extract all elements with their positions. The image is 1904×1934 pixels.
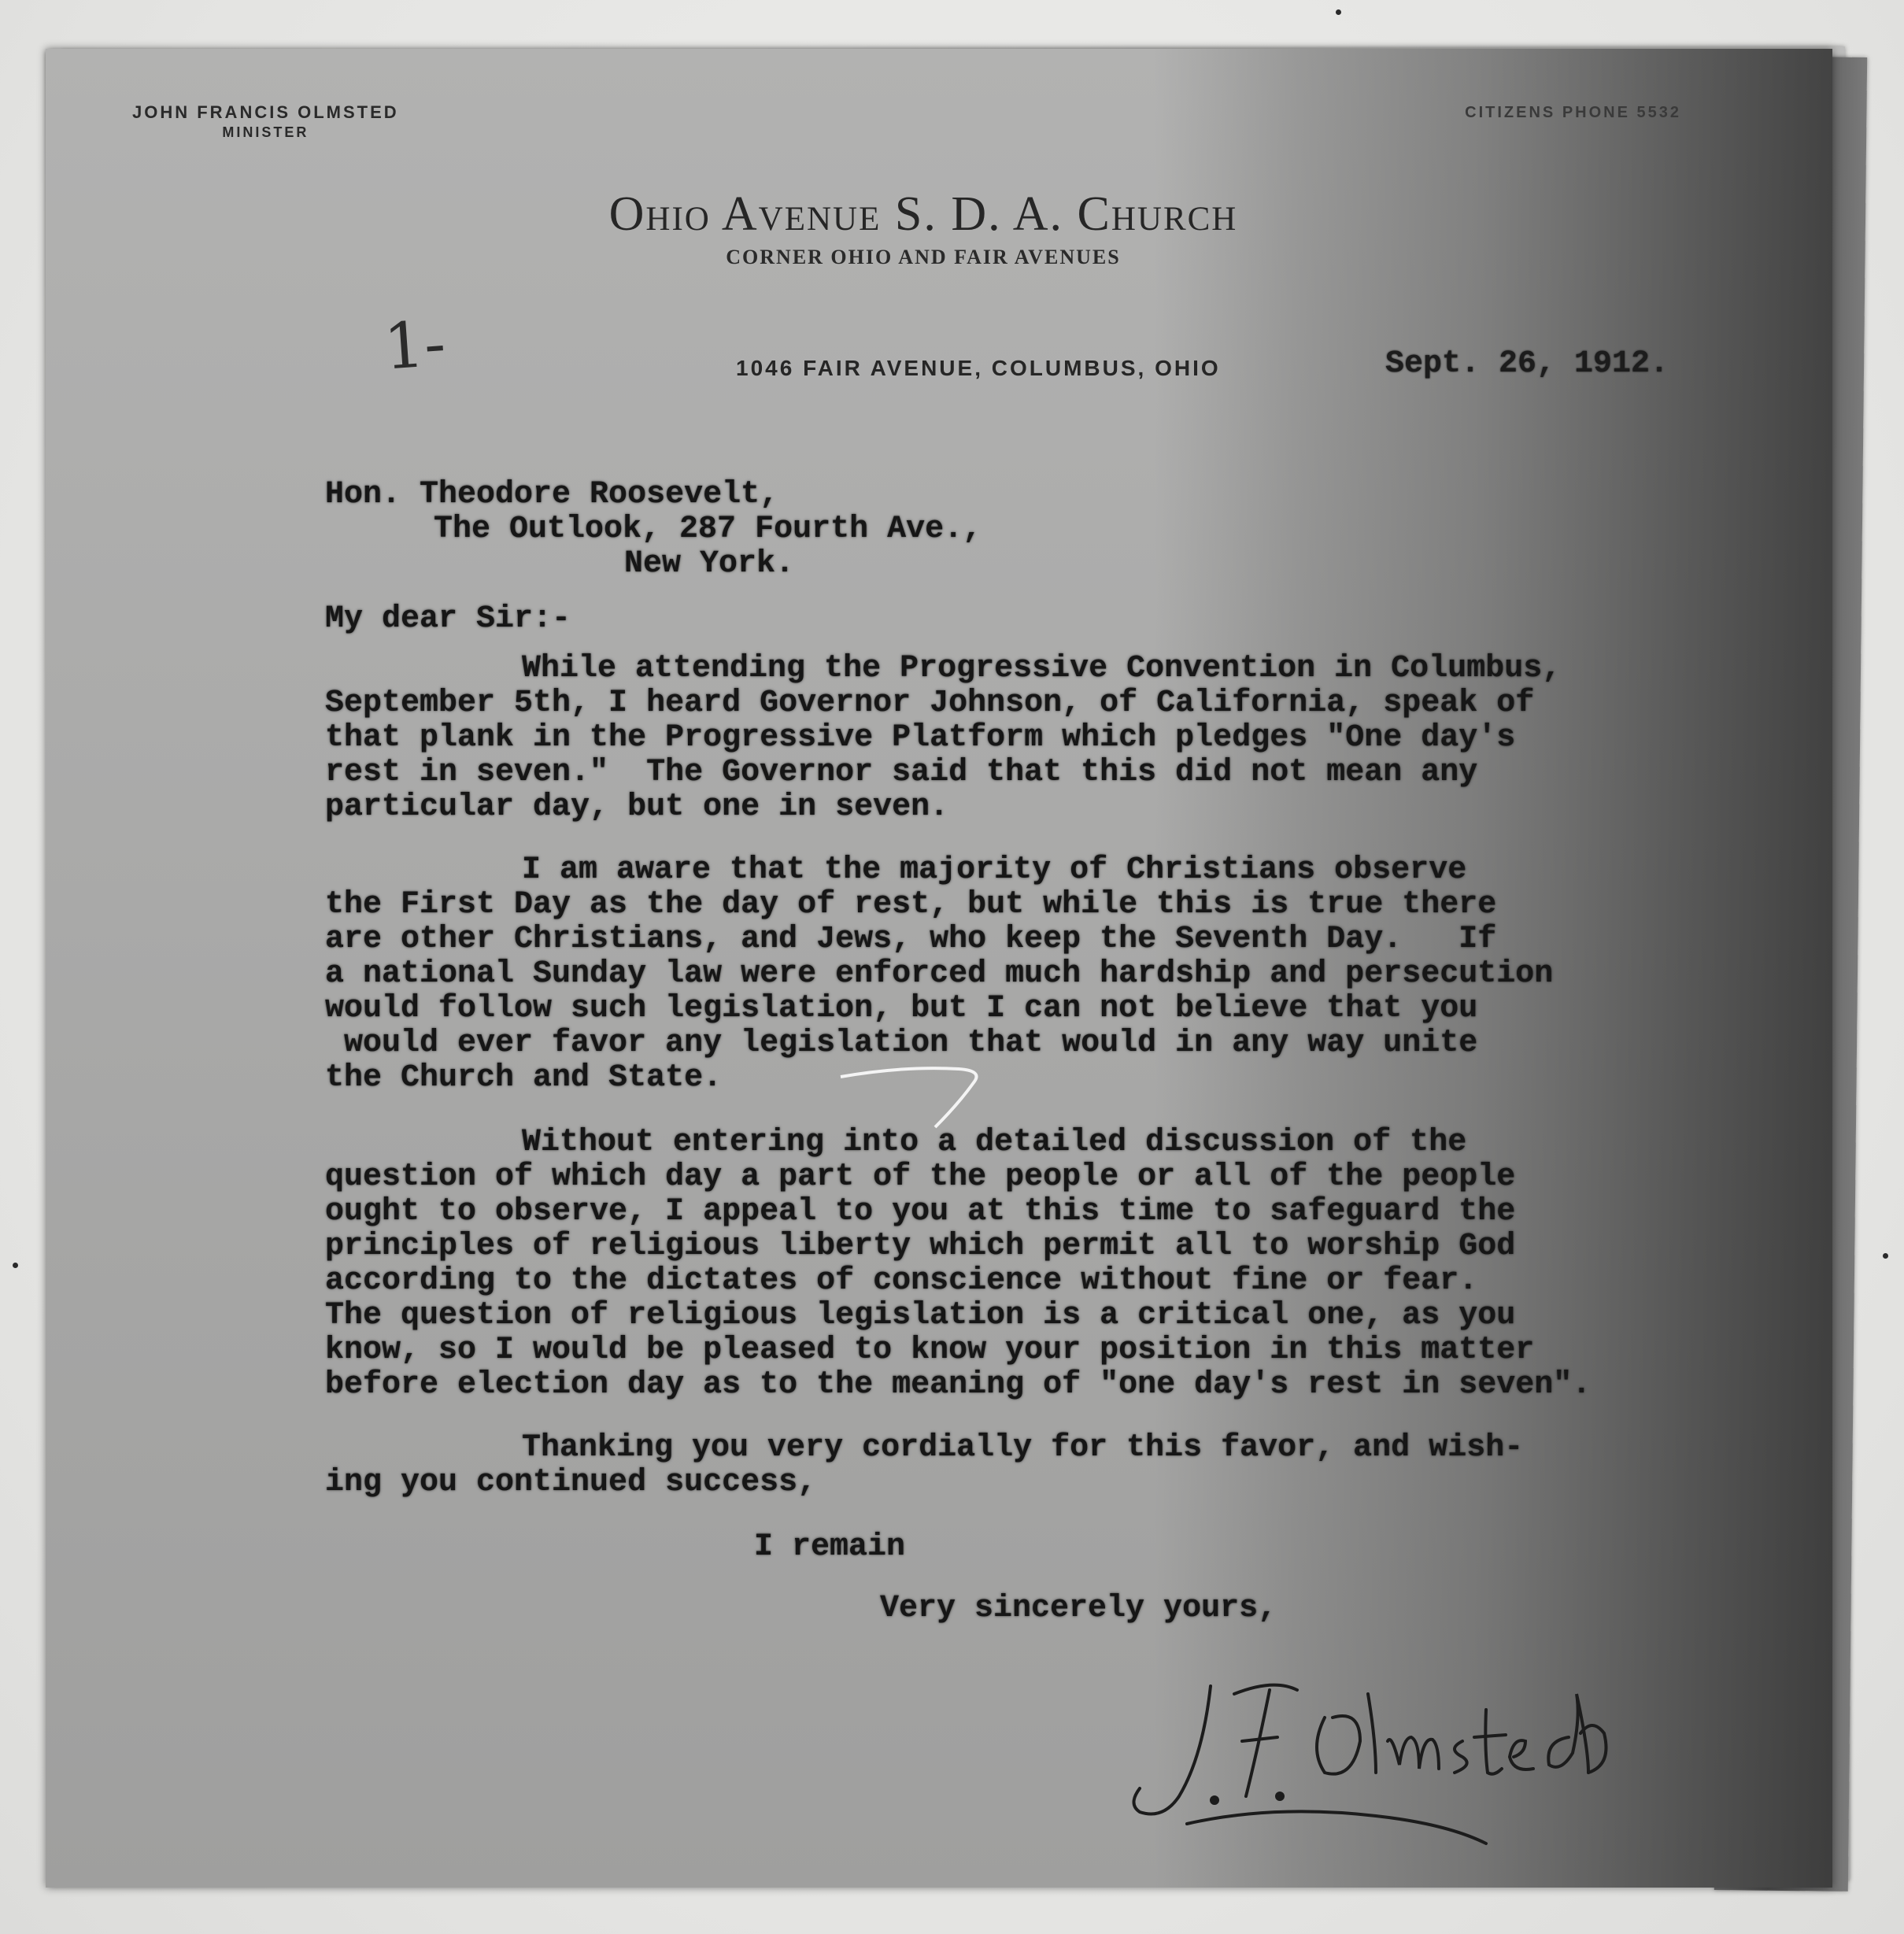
recipient-line: New York. <box>624 546 795 582</box>
body-line: ing you continued success, <box>325 1465 817 1500</box>
body-line: would follow such legislation, but I can not believe that you <box>325 991 1478 1026</box>
body-line: know, so I would be pleased to know your position in this matter <box>325 1333 1535 1368</box>
body-line: Thanking you very cordially for this favor, and wish- <box>522 1430 1524 1466</box>
speck <box>13 1263 18 1268</box>
remain-line: I remain <box>754 1529 906 1565</box>
pencil-mark: 1- <box>381 306 449 384</box>
body-line: I am aware that the majority of Christians observe <box>522 852 1467 888</box>
body-line: The question of religious legislation is a critical one, as you <box>325 1298 1516 1333</box>
church-name: Ohio Avenue S. D. A. Church <box>608 187 1238 241</box>
letterhead-minister <box>132 102 399 141</box>
body-line: question of which day a part of the people or all of the people <box>325 1159 1516 1195</box>
body-line: particular day, but one in seven. <box>325 790 949 825</box>
body-line: While attending the Progressive Convention in Columbus, <box>522 651 1562 686</box>
church-address: 1046 FAIR AVENUE, COLUMBUS, OHIO <box>736 356 1221 380</box>
body-line: are other Christians, and Jews, who keep the Seventh Day. If <box>325 922 1497 957</box>
body-line: rest in seven." The Governor said that this did not mean any <box>325 755 1478 790</box>
minister-title: MINISTER <box>222 124 309 140</box>
letter-page <box>46 49 1832 1888</box>
body-line: September 5th, I heard Governor Johnson, of California, speak of <box>325 686 1535 721</box>
minister-name: JOHN FRANCIS OLMSTED <box>132 102 399 122</box>
body-line: Without entering into a detailed discussion of the <box>522 1125 1467 1160</box>
letter-date: Sept. 26, 1912. <box>1385 346 1669 382</box>
body-line: principles of religious liberty which permit all to worship God <box>325 1229 1516 1264</box>
signature-drawing <box>1116 1662 1620 1851</box>
body-line: ought to observe, I appeal to you at this time to safeguard the <box>325 1194 1516 1230</box>
body-line: a national Sunday law were enforced much hardship and persecution <box>325 956 1554 992</box>
body-line: according to the dictates of conscience without fine or fear. <box>325 1263 1478 1299</box>
letterhead-phone: CITIZENS PHONE 5532 <box>1465 104 1681 121</box>
body-line: before election day as to the meaning of "one day's rest in seven". <box>325 1367 1592 1403</box>
salutation: My dear Sir:- <box>325 601 571 637</box>
church-corner: CORNER OHIO AND FAIR AVENUES <box>726 246 1121 268</box>
recipient-line: Hon. Theodore Roosevelt, <box>325 477 779 512</box>
body-line: the First Day as the day of rest, but while this is true there <box>325 887 1497 923</box>
signature <box>1116 1662 1620 1851</box>
recipient-line: The Outlook, 287 Fourth Ave., <box>434 512 982 547</box>
body-line: would ever favor any legislation that would in any way unite <box>325 1026 1478 1061</box>
speck <box>1336 9 1341 15</box>
body-line: the Church and State. <box>325 1060 723 1096</box>
closing-line: Very sincerely yours, <box>880 1591 1277 1626</box>
speck <box>1883 1253 1888 1259</box>
body-line: that plank in the Progressive Platform which pledges "One day's <box>325 720 1516 756</box>
